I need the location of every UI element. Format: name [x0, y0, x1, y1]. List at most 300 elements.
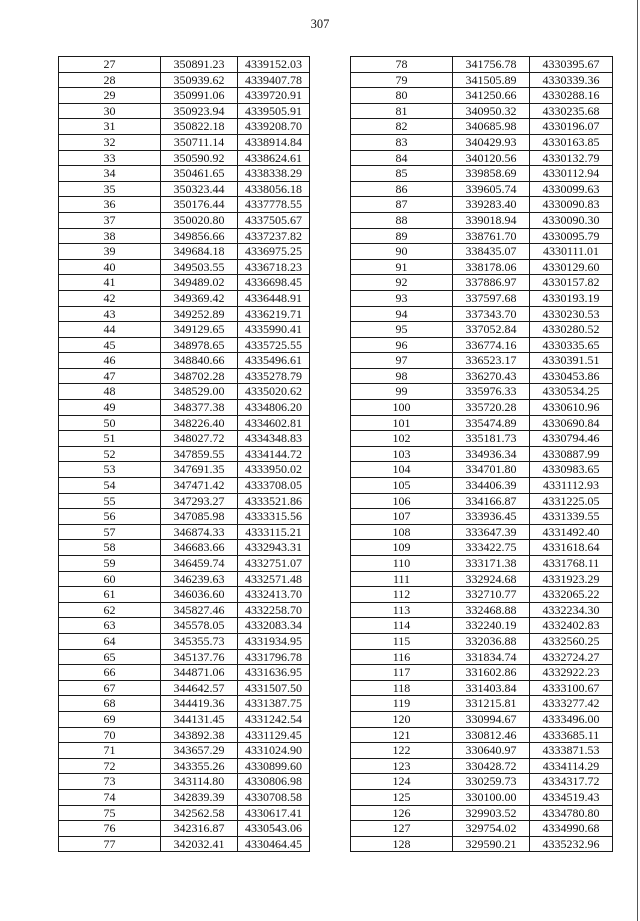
x-coordinate-cell: 347293.27	[161, 494, 238, 509]
y-coordinate-cell: 4330708.58	[245, 789, 302, 804]
x-coordinate-cell: 341250.66	[453, 88, 530, 103]
table-row	[351, 416, 612, 432]
y-coordinate-cell: 4331507.50	[245, 680, 302, 695]
y-coordinate-cell: 4330339.36	[542, 72, 600, 87]
table-row	[351, 790, 612, 806]
point-number-cell: 126	[351, 806, 453, 821]
x-coordinate-cell: 335720.28	[453, 400, 530, 415]
y-coordinate-cell: 4332943.31	[245, 540, 302, 555]
point-number-cell: 69	[59, 712, 161, 727]
y-coordinate-cell: 4330610.96	[542, 400, 600, 415]
point-number-cell: 59	[59, 556, 161, 571]
x-coordinate-cell: 350020.80	[161, 213, 238, 228]
point-number-cell: 81	[351, 104, 453, 119]
y-coordinate-cell: 4336219.71	[245, 306, 302, 321]
point-number-cell: 82	[351, 119, 453, 134]
x-coordinate-cell: 331215.81	[453, 696, 530, 711]
x-coordinate-cell: 340950.32	[453, 104, 530, 119]
point-number-cell: 33	[59, 151, 161, 166]
x-coordinate-cell: 339605.74	[453, 182, 530, 197]
point-number-cell: 55	[59, 494, 161, 509]
x-coordinate-cell: 349129.65	[161, 322, 238, 337]
table-row	[351, 431, 612, 447]
table-row	[59, 182, 309, 198]
y-coordinate-cell: 4332402.83	[542, 618, 600, 633]
x-coordinate-cell: 350822.18	[161, 119, 238, 134]
y-coordinate-cell: 4330690.84	[542, 415, 600, 430]
x-coordinate-cell: 336270.43	[453, 369, 530, 384]
y-coordinate-cell: 4338914.84	[245, 134, 302, 149]
table-row	[351, 244, 612, 260]
x-coordinate-cell: 347859.55	[161, 447, 238, 462]
coordinates-table-right	[350, 56, 613, 852]
table-row	[351, 353, 612, 369]
y-coordinate-cell: 4331225.05	[542, 493, 600, 508]
y-coordinate-cell: 4332724.27	[542, 649, 600, 664]
y-coordinate-cell: 4334144.72	[245, 446, 302, 461]
x-coordinate-cell: 329590.21	[453, 837, 530, 852]
table-row	[351, 603, 612, 619]
y-coordinate-cell: 4330163.85	[542, 134, 600, 149]
table-row	[351, 213, 612, 229]
x-coordinate-cell: 335181.73	[453, 431, 530, 446]
point-number-cell: 83	[351, 135, 453, 150]
point-number-cell: 121	[351, 728, 453, 743]
point-number-cell: 91	[351, 260, 453, 275]
y-coordinate-cell: 4331387.75	[245, 696, 302, 711]
y-coordinate-cell: 4335725.55	[245, 337, 302, 352]
point-number-cell: 76	[59, 821, 161, 836]
table-row	[59, 556, 309, 572]
point-number-cell: 123	[351, 759, 453, 774]
y-coordinate-cell: 4331492.40	[542, 524, 600, 539]
table-row	[351, 540, 612, 556]
x-coordinate-cell: 333936.45	[453, 509, 530, 524]
x-coordinate-cell: 348226.40	[161, 416, 238, 431]
x-coordinate-cell: 330100.00	[453, 790, 530, 805]
x-coordinate-cell: 337597.68	[453, 291, 530, 306]
point-number-cell: 58	[59, 540, 161, 555]
point-number-cell: 112	[351, 587, 453, 602]
x-coordinate-cell: 330994.67	[453, 712, 530, 727]
y-coordinate-cell: 4330288.16	[542, 88, 600, 103]
table-row	[351, 338, 612, 354]
table-row	[59, 681, 309, 697]
table-row	[59, 260, 309, 276]
table-row	[59, 494, 309, 510]
table-row	[59, 509, 309, 525]
y-coordinate-cell: 4331024.90	[245, 743, 302, 758]
point-number-cell: 28	[59, 73, 161, 88]
point-number-cell: 101	[351, 416, 453, 431]
y-coordinate-cell: 4332751.07	[245, 556, 302, 570]
table-row	[351, 728, 612, 744]
x-coordinate-cell: 332468.88	[453, 603, 530, 618]
y-coordinate-cell: 4339505.91	[245, 103, 302, 118]
x-coordinate-cell: 344419.36	[161, 696, 238, 711]
table-row	[59, 229, 309, 245]
point-number-cell: 127	[351, 821, 453, 836]
table-row	[351, 634, 612, 650]
table-row	[59, 369, 309, 385]
y-coordinate-cell: 4331768.11	[542, 556, 600, 570]
x-coordinate-cell: 335474.89	[453, 416, 530, 431]
y-coordinate-cell: 4330111.01	[542, 244, 600, 259]
x-coordinate-cell: 349684.18	[161, 244, 238, 259]
point-number-cell: 75	[59, 806, 161, 821]
point-number-cell: 65	[59, 650, 161, 665]
point-number-cell: 52	[59, 447, 161, 462]
point-number-cell: 80	[351, 88, 453, 103]
point-number-cell: 63	[59, 618, 161, 633]
x-coordinate-cell: 345355.73	[161, 634, 238, 649]
x-coordinate-cell: 342316.87	[161, 821, 238, 836]
table-row	[59, 244, 309, 260]
y-coordinate-cell: 4331923.29	[542, 571, 600, 586]
table-row	[351, 119, 612, 135]
y-coordinate-cell: 4330196.07	[542, 119, 600, 134]
table-row	[351, 182, 612, 198]
y-coordinate-cell: 4339208.70	[245, 119, 302, 134]
x-coordinate-cell: 350939.62	[161, 73, 238, 88]
table-row	[59, 353, 309, 369]
point-number-cell: 78	[351, 57, 453, 72]
point-number-cell: 34	[59, 166, 161, 181]
x-coordinate-cell: 337886.97	[453, 275, 530, 290]
point-number-cell: 42	[59, 291, 161, 306]
point-number-cell: 60	[59, 572, 161, 587]
x-coordinate-cell: 349489.02	[161, 275, 238, 290]
table-row	[351, 759, 612, 775]
point-number-cell: 118	[351, 681, 453, 696]
y-coordinate-cell: 4330235.68	[542, 103, 600, 118]
table-row	[351, 525, 612, 541]
x-coordinate-cell: 341756.78	[453, 57, 530, 72]
y-coordinate-cell: 4333115.21	[245, 524, 302, 539]
y-coordinate-cell: 4335020.62	[245, 384, 302, 399]
x-coordinate-cell: 330812.46	[453, 728, 530, 743]
y-coordinate-cell: 4330887.99	[542, 446, 600, 461]
x-coordinate-cell: 332710.77	[453, 587, 530, 602]
table-row	[59, 338, 309, 354]
y-coordinate-cell: 4330617.41	[245, 805, 302, 820]
x-coordinate-cell: 350991.06	[161, 88, 238, 103]
x-coordinate-cell: 330428.72	[453, 759, 530, 774]
x-coordinate-cell: 345827.46	[161, 603, 238, 618]
x-coordinate-cell: 338435.07	[453, 244, 530, 259]
point-number-cell: 117	[351, 665, 453, 680]
x-coordinate-cell: 343355.26	[161, 759, 238, 774]
y-coordinate-cell: 4334806.20	[245, 400, 302, 415]
y-coordinate-cell: 4336698.45	[245, 275, 302, 290]
y-coordinate-cell: 4339407.78	[245, 72, 302, 87]
scan-edge-line	[637, 0, 638, 921]
table-row	[59, 197, 309, 213]
point-number-cell: 57	[59, 525, 161, 540]
table-row	[59, 478, 309, 494]
point-number-cell: 74	[59, 790, 161, 805]
y-coordinate-cell: 4330391.51	[542, 353, 600, 368]
y-coordinate-cell: 4331339.55	[542, 509, 600, 524]
table-row	[59, 73, 309, 89]
point-number-cell: 122	[351, 743, 453, 758]
x-coordinate-cell: 346036.60	[161, 587, 238, 602]
y-coordinate-cell: 4336975.25	[245, 244, 302, 259]
point-number-cell: 73	[59, 774, 161, 789]
point-number-cell: 108	[351, 525, 453, 540]
x-coordinate-cell: 343892.38	[161, 728, 238, 743]
y-coordinate-cell: 4333277.42	[542, 696, 600, 711]
point-number-cell: 79	[351, 73, 453, 88]
table-row	[351, 556, 612, 572]
x-coordinate-cell: 346459.74	[161, 556, 238, 571]
x-coordinate-cell: 339858.69	[453, 166, 530, 181]
x-coordinate-cell: 333647.39	[453, 525, 530, 540]
x-coordinate-cell: 332036.88	[453, 634, 530, 649]
point-number-cell: 95	[351, 322, 453, 337]
y-coordinate-cell: 4330806.98	[245, 774, 302, 789]
y-coordinate-cell: 4334780.80	[542, 805, 600, 820]
x-coordinate-cell: 334166.87	[453, 494, 530, 509]
table-row	[351, 135, 612, 151]
y-coordinate-cell: 4330899.60	[245, 758, 302, 773]
point-number-cell: 31	[59, 119, 161, 134]
table-row	[59, 572, 309, 588]
table-row	[351, 260, 612, 276]
y-coordinate-cell: 4338056.18	[245, 181, 302, 196]
y-coordinate-cell: 4330543.06	[245, 821, 302, 836]
point-number-cell: 89	[351, 229, 453, 244]
y-coordinate-cell: 4337505.67	[245, 212, 302, 227]
table-row	[351, 665, 612, 681]
x-coordinate-cell: 344642.57	[161, 681, 238, 696]
x-coordinate-cell: 332240.19	[453, 618, 530, 633]
table-row	[59, 603, 309, 619]
point-number-cell: 125	[351, 790, 453, 805]
point-number-cell: 56	[59, 509, 161, 524]
table-row	[351, 618, 612, 634]
y-coordinate-cell: 4330132.79	[542, 150, 600, 165]
x-coordinate-cell: 339283.40	[453, 197, 530, 212]
point-number-cell: 104	[351, 462, 453, 477]
x-coordinate-cell: 348840.66	[161, 353, 238, 368]
point-number-cell: 124	[351, 774, 453, 789]
point-number-cell: 87	[351, 197, 453, 212]
table-row	[59, 322, 309, 338]
y-coordinate-cell: 4333496.00	[542, 711, 600, 726]
table-row	[59, 525, 309, 541]
x-coordinate-cell: 340120.56	[453, 151, 530, 166]
point-number-cell: 92	[351, 275, 453, 290]
y-coordinate-cell: 4334114.29	[542, 758, 600, 773]
x-coordinate-cell: 331403.84	[453, 681, 530, 696]
point-number-cell: 43	[59, 307, 161, 322]
y-coordinate-cell: 4331242.54	[245, 711, 302, 726]
table-row	[351, 806, 612, 822]
y-coordinate-cell: 4335990.41	[245, 322, 302, 337]
y-coordinate-cell: 4331796.78	[245, 649, 302, 664]
x-coordinate-cell: 336523.17	[453, 353, 530, 368]
point-number-cell: 94	[351, 307, 453, 322]
table-row	[59, 307, 309, 323]
y-coordinate-cell: 4330280.52	[542, 322, 600, 337]
table-row	[59, 291, 309, 307]
table-row	[351, 494, 612, 510]
x-coordinate-cell: 345578.05	[161, 618, 238, 633]
y-coordinate-cell: 4334348.83	[245, 431, 302, 446]
table-row	[351, 774, 612, 790]
point-number-cell: 107	[351, 509, 453, 524]
x-coordinate-cell: 350323.44	[161, 182, 238, 197]
y-coordinate-cell: 4337778.55	[245, 197, 302, 212]
x-coordinate-cell: 346239.63	[161, 572, 238, 587]
table-row	[351, 696, 612, 712]
table-row	[351, 57, 612, 73]
table-row	[351, 650, 612, 666]
table-row	[351, 478, 612, 494]
x-coordinate-cell: 348529.00	[161, 384, 238, 399]
x-coordinate-cell: 344131.45	[161, 712, 238, 727]
point-number-cell: 61	[59, 587, 161, 602]
point-number-cell: 38	[59, 229, 161, 244]
y-coordinate-cell: 4331618.64	[542, 540, 600, 555]
x-coordinate-cell: 335976.33	[453, 384, 530, 399]
y-coordinate-cell: 4330794.46	[542, 431, 600, 446]
x-coordinate-cell: 336774.16	[453, 338, 530, 353]
y-coordinate-cell: 4330095.79	[542, 228, 600, 243]
x-coordinate-cell: 350891.23	[161, 57, 238, 72]
x-coordinate-cell: 346874.33	[161, 525, 238, 540]
table-row	[59, 743, 309, 759]
point-number-cell: 119	[351, 696, 453, 711]
y-coordinate-cell: 4335496.61	[245, 353, 302, 368]
point-number-cell: 44	[59, 322, 161, 337]
table-row	[351, 743, 612, 759]
table-row	[59, 540, 309, 556]
point-number-cell: 40	[59, 260, 161, 275]
table-row	[59, 712, 309, 728]
y-coordinate-cell: 4331636.95	[245, 665, 302, 680]
point-number-cell: 30	[59, 104, 161, 119]
x-coordinate-cell: 342839.39	[161, 790, 238, 805]
table-row	[351, 73, 612, 89]
table-row	[59, 774, 309, 790]
y-coordinate-cell: 4333708.05	[245, 478, 302, 493]
point-number-cell: 93	[351, 291, 453, 306]
table-row	[59, 57, 309, 73]
y-coordinate-cell: 4330157.82	[542, 275, 600, 290]
x-coordinate-cell: 331602.86	[453, 665, 530, 680]
x-coordinate-cell: 337052.84	[453, 322, 530, 337]
table-row	[59, 634, 309, 650]
table-row	[351, 572, 612, 588]
x-coordinate-cell: 350176.44	[161, 197, 238, 212]
table-row	[59, 650, 309, 666]
table-row	[59, 400, 309, 416]
x-coordinate-cell: 349856.66	[161, 229, 238, 244]
y-coordinate-cell: 4332065.22	[542, 587, 600, 602]
point-number-cell: 116	[351, 650, 453, 665]
x-coordinate-cell: 345137.76	[161, 650, 238, 665]
point-number-cell: 49	[59, 400, 161, 415]
point-number-cell: 105	[351, 478, 453, 493]
y-coordinate-cell: 4330395.67	[542, 57, 600, 71]
point-number-cell: 32	[59, 135, 161, 150]
table-row	[351, 400, 612, 416]
y-coordinate-cell: 4330453.86	[542, 368, 600, 383]
y-coordinate-cell: 4330099.63	[542, 181, 600, 196]
y-coordinate-cell: 4332571.48	[245, 571, 302, 586]
x-coordinate-cell: 338761.70	[453, 229, 530, 244]
y-coordinate-cell: 4333950.02	[245, 462, 302, 477]
point-number-cell: 67	[59, 681, 161, 696]
y-coordinate-cell: 4332234.30	[542, 602, 600, 617]
x-coordinate-cell: 347691.35	[161, 462, 238, 477]
y-coordinate-cell: 4331934.95	[245, 633, 302, 648]
table-row	[351, 151, 612, 167]
y-coordinate-cell: 4334990.68	[542, 821, 600, 836]
x-coordinate-cell: 350923.94	[161, 104, 238, 119]
point-number-cell: 39	[59, 244, 161, 259]
table-row	[59, 104, 309, 120]
y-coordinate-cell: 4333685.11	[542, 727, 600, 742]
point-number-cell: 37	[59, 213, 161, 228]
point-number-cell: 88	[351, 213, 453, 228]
point-number-cell: 100	[351, 400, 453, 415]
point-number-cell: 84	[351, 151, 453, 166]
y-coordinate-cell: 4330335.65	[542, 337, 600, 352]
table-row	[351, 307, 612, 323]
point-number-cell: 27	[59, 57, 161, 72]
y-coordinate-cell: 4338624.61	[245, 150, 302, 165]
x-coordinate-cell: 340429.93	[453, 135, 530, 150]
x-coordinate-cell: 333422.75	[453, 540, 530, 555]
y-coordinate-cell: 4330090.30	[542, 212, 600, 227]
table-row	[59, 151, 309, 167]
point-number-cell: 72	[59, 759, 161, 774]
x-coordinate-cell: 340685.98	[453, 119, 530, 134]
point-number-cell: 51	[59, 431, 161, 446]
table-row	[351, 384, 612, 400]
y-coordinate-cell: 4336448.91	[245, 290, 302, 305]
point-number-cell: 77	[59, 837, 161, 852]
point-number-cell: 111	[351, 572, 453, 587]
y-coordinate-cell: 4338338.29	[245, 166, 302, 181]
y-coordinate-cell: 4331112.93	[542, 478, 600, 493]
x-coordinate-cell: 343657.29	[161, 743, 238, 758]
point-number-cell: 85	[351, 166, 453, 181]
point-number-cell: 96	[351, 338, 453, 353]
x-coordinate-cell: 334936.34	[453, 447, 530, 462]
point-number-cell: 36	[59, 197, 161, 212]
point-number-cell: 53	[59, 462, 161, 477]
table-row	[351, 587, 612, 603]
y-coordinate-cell: 4332258.70	[245, 602, 302, 617]
x-coordinate-cell: 350590.92	[161, 151, 238, 166]
table-row	[351, 712, 612, 728]
x-coordinate-cell: 349503.55	[161, 260, 238, 275]
point-number-cell: 103	[351, 447, 453, 462]
y-coordinate-cell: 4339152.03	[245, 57, 302, 71]
x-coordinate-cell: 348978.65	[161, 338, 238, 353]
y-coordinate-cell: 4335232.96	[542, 836, 600, 851]
table-row	[351, 447, 612, 463]
point-number-cell: 98	[351, 369, 453, 384]
table-row	[351, 166, 612, 182]
table-row	[351, 88, 612, 104]
page-number: 307	[310, 17, 330, 31]
table-row	[351, 104, 612, 120]
